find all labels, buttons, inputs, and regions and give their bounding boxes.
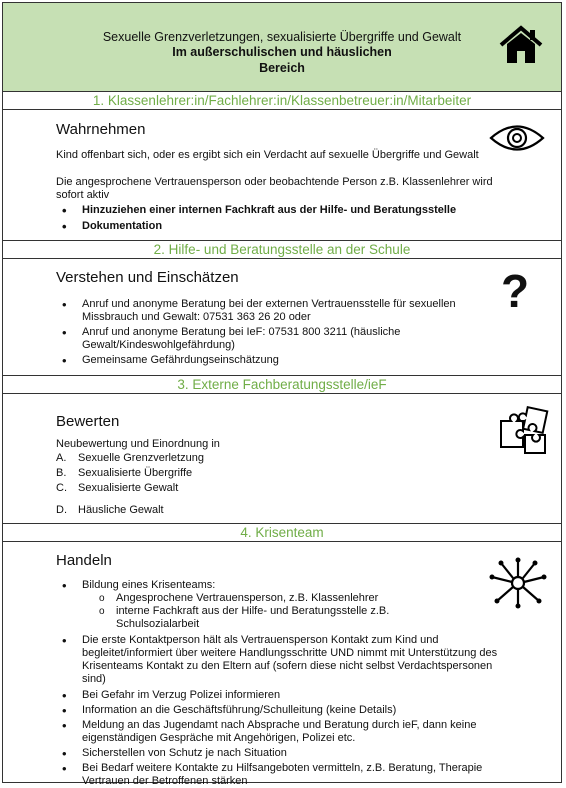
list-item: • Bei Gefahr im Verzug Polizei informieren [60,689,500,702]
section-1-heading: Wahrnehmen [56,121,146,138]
header-subtitle: Im außerschulischen und häuslichen [172,45,392,59]
section-3 [3,393,561,523]
section-1-bar: 1. Klassenlehrer:in/Fachlehrer:in/Klassenbetreuer:in/Mitarbeiter [3,91,561,110]
list-item: A. Sexuelle Grenzverletzung [56,452,204,464]
header-title: Sexuelle Grenzverletzungen, sexualisierte Übergriffe und Gewalt [102,30,462,44]
section-3-bar: 3. Externe Fachberatungsstelle/ieF [3,375,561,394]
list-item: • Dokumentation [60,220,456,233]
sub-list [82,592,500,631]
section-3-intro: Neubewertung und Einordnung in [56,438,220,450]
eye-icon [489,121,545,155]
list-item: • Die erste Kontaktperson hält als Vertrauensperson Kontakt zum Kind und begleitet/informiert über weitere Handlungsschritte UND nimmt mit Unterstützung des Krisenteams Kontakt zu den Eltern auf (sofern diese nicht selbst Verdachtspersonen sind) [60,634,500,686]
list-item: B. Sexualisierte Übergriffe [56,467,193,479]
section-4-bar: 4. Krisenteam [3,523,561,542]
section-2-heading: Verstehen und Einschätzen [56,269,239,286]
section-2-bullets [60,298,460,367]
list-item: • Sicherstellen von Schutz je nach Situation [60,747,500,760]
section-3-list [56,452,204,517]
puzzle-icon [497,405,549,457]
section-4-bullets [60,579,500,788]
section-1-text-1: Kind offenbart sich, oder es ergibt sich ein Verdacht auf sexuelle Übergriffe und Gewalt [56,149,479,161]
list-item: • Meldung an das Jugendamt nach Absprache und Beratung durch ieF, dann keine eigenständigen Gespräche mit Angehörigen, Polizei etc. [60,719,500,745]
section-1 [3,109,561,241]
section-1-text-2: Die angesprochene Vertrauensperson oder beobachtende Person z.B. Klassenlehrer wird sofort aktiv [56,176,493,201]
list-item: • Hinzuziehen einer internen Fachkraft aus der Hilfe- und Beratungsstelle [60,204,456,217]
header [3,3,561,92]
document-page [2,2,562,787]
list-item: D. Häusliche Gewalt [56,504,164,516]
section-4-heading: Handeln [56,552,112,569]
list-item: • Bei Bedarf weitere Kontakte zu Hilfsangeboten vermitteln, z.B. Beratung, Therapie Vertrauen der Betroffenen stärken [60,762,500,788]
section-1-bullets [60,204,456,233]
section-4 [3,541,561,787]
section-3-heading: Bewerten [56,413,120,430]
list-item: • Information an die Geschäftsführung/Schulleitung (keine Details) [60,704,500,717]
sub-list-item: o interne Fachkraft aus der Hilfe- und Beratungsstelle z.B. Schulsozialarbeit [82,605,416,631]
section-2 [3,258,561,374]
list-item: • Gemeinsame Gefährdungseinschätzung [60,354,460,367]
header-subtitle-2: Bereich [259,61,305,75]
sub-list-item: o Angesprochene Vertrauensperson, z.B. Klassenlehrer [82,592,500,605]
question-mark-icon: ? [501,265,530,317]
list-item: • Anruf und anonyme Beratung bei der externen Vertrauensstelle für sexuellen Missbrauch und Gewalt: 07531 363 26 20 oder [60,298,460,324]
list-item: C. Sexualisierte Gewalt [56,482,179,494]
list-item: • Bildung eines Krisenteams: o Angesprochene Vertrauensperson, z.B. Klassenlehrer o interne Fachkraft aus der Hilfe- und Beratungsstelle z.B. Schulsozialarbeit [60,579,500,631]
house-icon [497,25,545,65]
list-item: • Anruf und anonyme Beratung bei IeF: 07531 800 3211 (häusliche Gewalt/Kindeswohlgefährdung) [60,326,460,352]
section-2-bar: 2. Hilfe- und Beratungsstelle an der Schule [3,240,561,259]
